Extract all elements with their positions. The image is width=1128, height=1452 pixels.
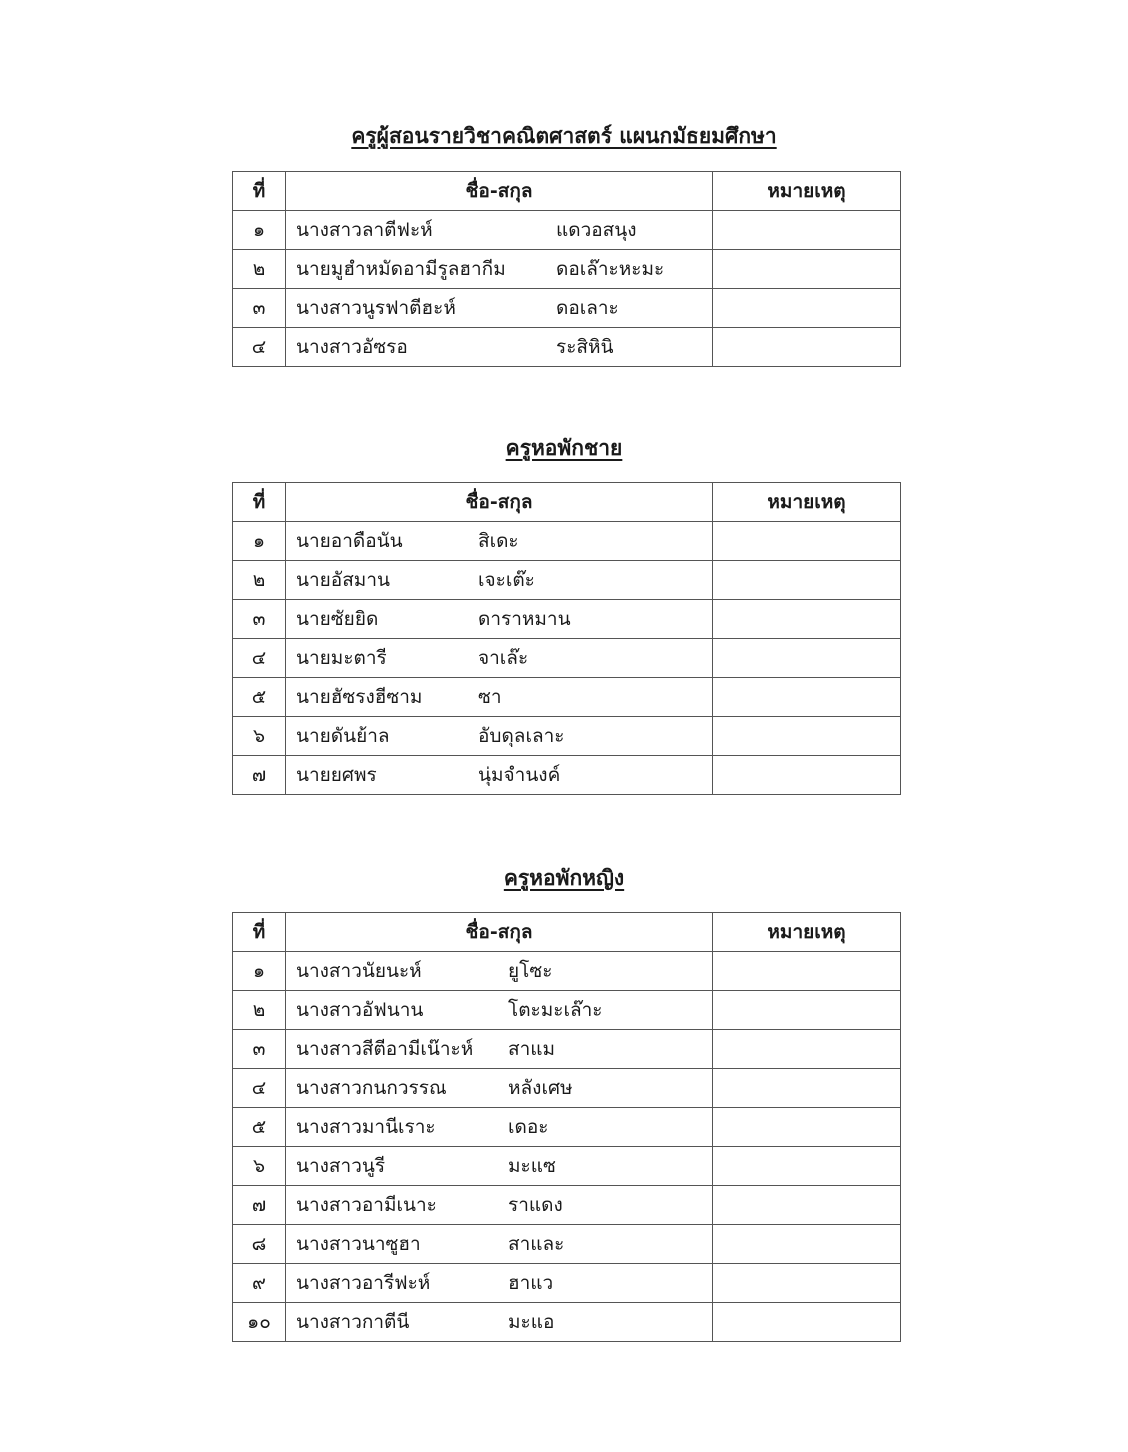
first-name: นางสาวอารีฟะห์ — [296, 1272, 431, 1294]
full-name — [286, 250, 713, 289]
last-name: ฮาแว — [508, 1272, 554, 1294]
col-header-name: ชื่อ-สกุล — [286, 483, 713, 522]
last-name: แดวอสนุง — [556, 219, 637, 241]
note-cell — [713, 522, 901, 561]
full-name — [286, 522, 713, 561]
note-cell — [713, 211, 901, 250]
note-cell — [713, 952, 901, 991]
last-name: ราแดง — [508, 1194, 563, 1216]
note-cell — [713, 1069, 901, 1108]
table-row — [233, 1303, 901, 1342]
first-name: นางสาวกนกวรรณ — [296, 1077, 447, 1099]
row-number: ๗ — [233, 756, 286, 795]
table-row — [233, 756, 901, 795]
table-row — [233, 522, 901, 561]
full-name — [286, 561, 713, 600]
col-header-name: ชื่อ-สกุล — [286, 913, 713, 952]
first-name: นายอาดือนัน — [296, 530, 403, 552]
first-name: นางสาวอัฟนาน — [296, 999, 424, 1021]
note-cell — [713, 600, 901, 639]
table-row — [233, 328, 901, 367]
col-header-no: ที่ — [233, 172, 286, 211]
first-name: นายซัยยิด — [296, 608, 379, 630]
row-number: ๙ — [233, 1264, 286, 1303]
note-cell — [713, 1147, 901, 1186]
table-row — [233, 952, 901, 991]
col-header-no: ที่ — [233, 483, 286, 522]
note-cell — [713, 678, 901, 717]
row-number: ๓ — [233, 600, 286, 639]
note-cell — [713, 1186, 901, 1225]
row-number: ๖ — [233, 717, 286, 756]
note-cell — [713, 328, 901, 367]
first-name: นางสาวนูรฟาตีฮะห์ — [296, 297, 456, 319]
col-header-note: หมายเหตุ — [713, 172, 901, 211]
last-name: สาและ — [508, 1233, 565, 1255]
table-row — [233, 678, 901, 717]
first-name: นางสาวสีตีอามีเน๊าะห์ — [296, 1038, 474, 1060]
row-number: ๒ — [233, 250, 286, 289]
row-number: ๕ — [233, 678, 286, 717]
section-title-female-dorm-teachers: ครูหอพักหญิง — [503, 866, 625, 890]
last-name: เดอะ — [508, 1116, 549, 1138]
note-cell — [713, 1030, 901, 1069]
full-name — [286, 211, 713, 250]
table-row — [233, 561, 901, 600]
first-name: นางสาวอัซรอ — [296, 336, 408, 358]
col-header-note: หมายเหตุ — [713, 483, 901, 522]
full-name — [286, 1069, 713, 1108]
last-name: ยูโซะ — [508, 960, 553, 982]
table-row — [233, 1225, 901, 1264]
first-name: นายฮัซรงฮีซาม — [296, 686, 423, 708]
full-name — [286, 1303, 713, 1342]
col-header-no: ที่ — [233, 913, 286, 952]
full-name — [286, 1264, 713, 1303]
table-row — [233, 639, 901, 678]
table-row — [233, 1147, 901, 1186]
note-cell — [713, 1225, 901, 1264]
section-title-math-teachers: ครูผู้สอนรายวิชาคณิตศาสตร์ แผนกมัธยมศึกษา — [351, 124, 777, 148]
row-number: ๑ — [233, 522, 286, 561]
note-cell — [713, 717, 901, 756]
table-row — [233, 1264, 901, 1303]
row-number: ๘ — [233, 1225, 286, 1264]
note-cell — [713, 756, 901, 795]
full-name — [286, 1186, 713, 1225]
full-name — [286, 991, 713, 1030]
note-cell — [713, 1303, 901, 1342]
first-name: นางสาวนัยนะห์ — [296, 960, 422, 982]
last-name: มะแอ — [508, 1311, 555, 1333]
first-name: นางสาวนาซูฮา — [296, 1233, 421, 1255]
row-number: ๕ — [233, 1108, 286, 1147]
note-cell — [713, 991, 901, 1030]
table-row — [233, 600, 901, 639]
table-row — [233, 289, 901, 328]
section-title-male-dorm-teachers: ครูหอพักชาย — [505, 436, 623, 460]
table-row — [233, 211, 901, 250]
full-name — [286, 1030, 713, 1069]
row-number: ๔ — [233, 1069, 286, 1108]
note-cell — [713, 250, 901, 289]
full-name — [286, 600, 713, 639]
first-name: นายมะตารี — [296, 647, 387, 669]
last-name: สาแม — [508, 1038, 556, 1060]
row-number: ๑ — [233, 952, 286, 991]
last-name: ดาราหมาน — [478, 608, 571, 630]
note-cell — [713, 1108, 901, 1147]
full-name — [286, 717, 713, 756]
last-name: ระสิหินิ — [556, 336, 614, 358]
math-teachers-table — [232, 171, 901, 367]
last-name: โตะมะเล๊าะ — [508, 999, 603, 1021]
first-name: นายมูฮำหมัดอามีรูลฮากีม — [296, 258, 506, 280]
last-name: สิเดะ — [478, 530, 519, 552]
last-name: หลังเศษ — [508, 1077, 573, 1099]
full-name — [286, 328, 713, 367]
row-number: ๓ — [233, 289, 286, 328]
table-header-row — [233, 172, 901, 211]
row-number: ๒ — [233, 991, 286, 1030]
last-name: ดอเลาะ — [556, 297, 619, 319]
first-name: นางสาวอามีเนาะ — [296, 1194, 437, 1216]
last-name: ดอเล๊าะหะมะ — [556, 258, 665, 280]
table-row — [233, 1069, 901, 1108]
row-number: ๒ — [233, 561, 286, 600]
table-header-row — [233, 913, 901, 952]
full-name — [286, 289, 713, 328]
row-number: ๑๐ — [233, 1303, 286, 1342]
note-cell — [713, 1264, 901, 1303]
first-name: นางสาวนูรี — [296, 1155, 386, 1177]
last-name: จาเล๊ะ — [478, 647, 529, 669]
full-name — [286, 1108, 713, 1147]
first-name: นางสาวกาตีนี — [296, 1311, 410, 1333]
col-header-note: หมายเหตุ — [713, 913, 901, 952]
full-name — [286, 678, 713, 717]
table-row — [233, 1186, 901, 1225]
row-number: ๔ — [233, 328, 286, 367]
full-name — [286, 1147, 713, 1186]
row-number: ๖ — [233, 1147, 286, 1186]
last-name: เจะเต๊ะ — [478, 569, 535, 591]
row-number: ๓ — [233, 1030, 286, 1069]
last-name: อับดุลเลาะ — [478, 725, 565, 747]
table-header-row — [233, 483, 901, 522]
row-number: ๑ — [233, 211, 286, 250]
male-dorm-teachers-table — [232, 482, 901, 795]
first-name: นายดันย้าล — [296, 725, 390, 747]
table-row — [233, 991, 901, 1030]
last-name: นุ่มจำนงค์ — [478, 764, 561, 786]
full-name — [286, 639, 713, 678]
row-number: ๗ — [233, 1186, 286, 1225]
first-name: นายยศพร — [296, 764, 377, 786]
first-name: นายอัสมาน — [296, 569, 390, 591]
note-cell — [713, 639, 901, 678]
note-cell — [713, 289, 901, 328]
table-row — [233, 1108, 901, 1147]
full-name — [286, 1225, 713, 1264]
row-number: ๔ — [233, 639, 286, 678]
table-row — [233, 717, 901, 756]
first-name: นางสาวลาตีฟะห์ — [296, 219, 433, 241]
col-header-name: ชื่อ-สกุล — [286, 172, 713, 211]
last-name: มะแซ — [508, 1155, 556, 1177]
note-cell — [713, 561, 901, 600]
table-row — [233, 250, 901, 289]
full-name — [286, 756, 713, 795]
female-dorm-teachers-table — [232, 912, 901, 1342]
last-name: ซา — [478, 686, 502, 708]
table-row — [233, 1030, 901, 1069]
first-name: นางสาวมานีเราะ — [296, 1116, 436, 1138]
full-name — [286, 952, 713, 991]
